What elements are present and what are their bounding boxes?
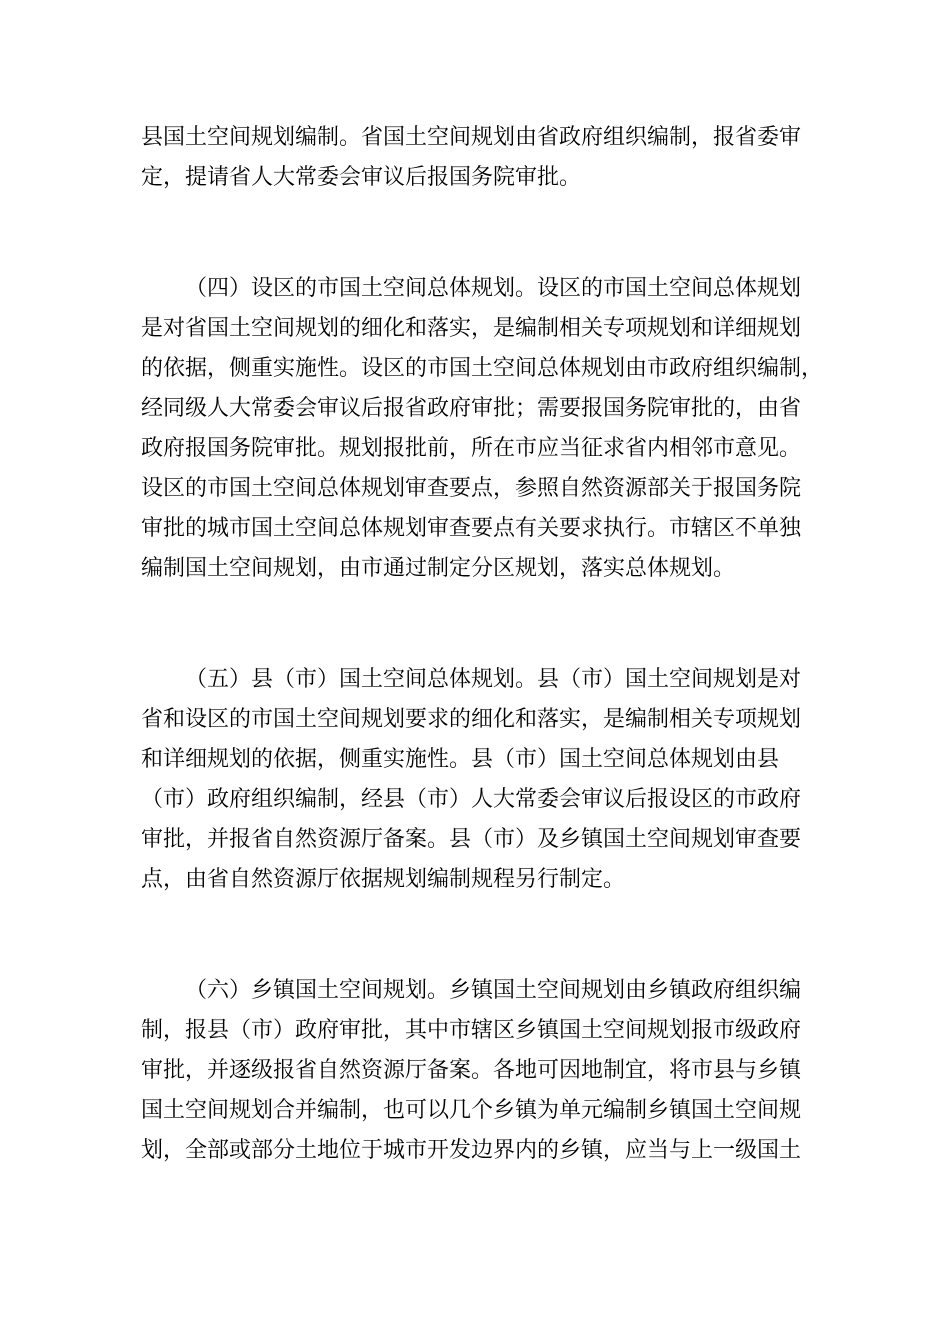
text-line: 审批，并逐级报省自然资源厅备案。各地可因地制宜，将市县与乡镇 — [141, 1058, 802, 1083]
paragraph-section-5 — [141, 660, 811, 900]
text-line: 和详细规划的依据，侧重实施性。县（市）国土空间总体规划由县 — [141, 747, 780, 772]
text-line: 制，报县（市）政府审批，其中市辖区乡镇国土空间规划报市级政府 — [141, 1018, 802, 1043]
text-line: 国土空间规划合并编制，也可以几个乡镇为单元编制乡镇国土空间规 — [141, 1098, 802, 1123]
text-line: 是对省国土空间规划的细化和落实，是编制相关专项规划和详细规划 — [141, 316, 802, 341]
text-line: 设区的市国土空间总体规划审查要点，参照自然资源部关于报国务院 — [141, 476, 802, 501]
text-line: 省和设区的市国土空间规划要求的细化和落实，是编制相关专项规划 — [141, 707, 802, 732]
text-line: （市）政府组织编制，经县（市）人大常委会审议后报设区的市政府 — [141, 787, 802, 812]
paragraph-gap — [141, 589, 811, 660]
text-line: 审批的城市国土空间总体规划审查要点有关要求执行。市辖区不单独 — [141, 516, 802, 541]
text-line-first: （五）县（市）国土空间总体规划。县（市）国土空间规划是对 — [185, 667, 802, 692]
text-line: 点，由省自然资源厅依据规划编制规程另行制定。 — [141, 867, 626, 892]
paragraph-section-4 — [141, 269, 824, 589]
text-line: 县国土空间规划编制。省国土空间规划由省政府组织编制，报省委审 — [141, 125, 802, 150]
paragraph-gap — [141, 198, 811, 269]
text-line-first: （六）乡镇国土空间规划。乡镇国土空间规划由乡镇政府组织编 — [185, 978, 802, 1003]
paragraph-continuation — [141, 118, 811, 198]
text-line: 的依据，侧重实施性。设区的市国土空间总体规划由市政府组织编制， — [141, 356, 824, 381]
text-line: 政府报国务院审批。规划报批前，所在市应当征求省内相邻市意见。 — [141, 436, 802, 461]
text-line: 编制国土空间规划，由市通过制定分区规划，落实总体规划。 — [141, 556, 736, 581]
text-line: 审批，并报省自然资源厅备案。县（市）及乡镇国土空间规划审查要 — [141, 827, 802, 852]
document-body — [141, 118, 824, 1171]
paragraph-gap — [141, 900, 811, 971]
text-line: 定，提请省人大常委会审议后报国务院审批。 — [141, 165, 582, 190]
paragraph-section-6 — [141, 971, 811, 1171]
text-line-first: （四）设区的市国土空间总体规划。设区的市国土空间总体规划 — [185, 276, 802, 301]
text-line: 划，全部或部分土地位于城市开发边界内的乡镇，应当与上一级国土 — [141, 1138, 802, 1163]
text-line: 经同级人大常委会审议后报省政府审批；需要报国务院审批的，由省 — [141, 396, 802, 421]
